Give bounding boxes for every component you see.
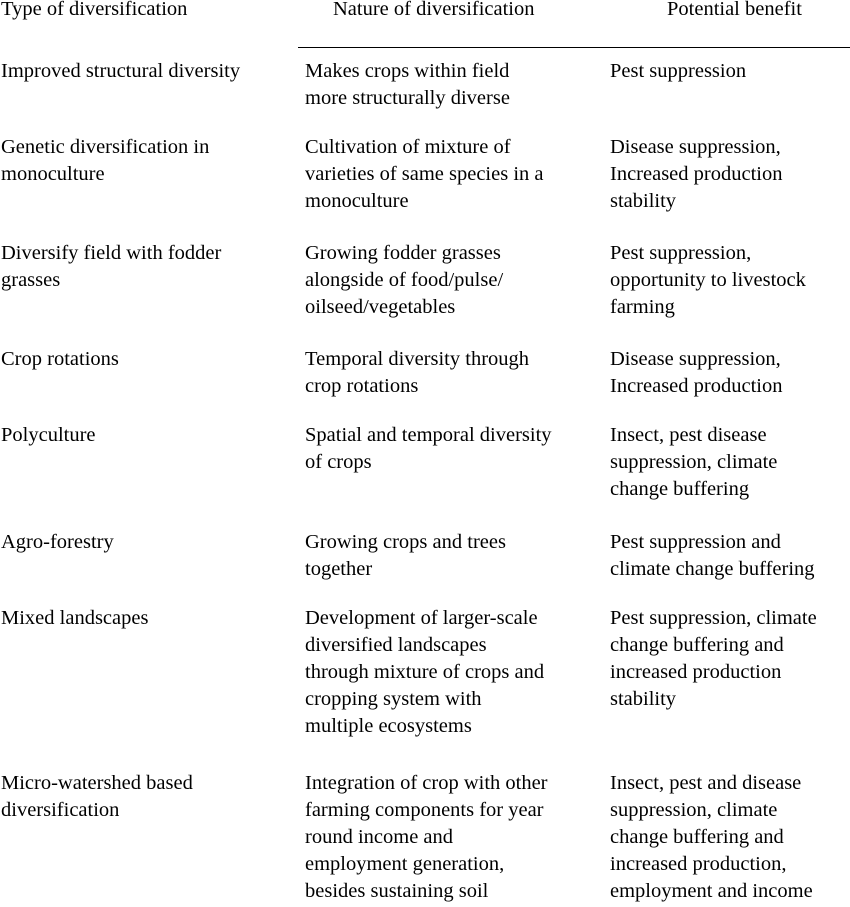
cell-type-line: Polyculture <box>1 424 96 446</box>
cell-nature-line: through mixture of crops and <box>305 661 545 683</box>
cell-nature <box>305 605 595 740</box>
cell-nature-line: Growing fodder grasses <box>305 242 501 264</box>
cell-benefit-line: Pest suppression, climate <box>610 607 817 629</box>
cell-benefit-line: Disease suppression, <box>610 136 781 158</box>
cell-nature <box>305 134 595 215</box>
cell-benefit-line: change buffering <box>610 478 750 500</box>
cell-nature-line: varieties of same species in a <box>305 163 544 185</box>
cell-benefit-line: Pest suppression, <box>610 242 752 264</box>
column-header-nature: Nature of diversification <box>333 0 535 20</box>
cell-nature-line: Spatial and temporal diversity <box>305 424 552 446</box>
cell-nature-line: diversified landscapes <box>305 634 487 656</box>
cell-nature-line: crop rotations <box>305 375 419 397</box>
cell-benefit-line: Increased production <box>610 375 783 397</box>
cell-nature-line: farming components for year <box>305 799 544 821</box>
cell-nature-line: Growing crops and trees <box>305 531 506 553</box>
cell-nature <box>305 240 595 321</box>
cell-benefit-line: stability <box>610 190 677 212</box>
cell-nature-line: round income and <box>305 826 454 848</box>
cell-type-line: Improved structural diversity <box>1 60 241 82</box>
cell-benefit-line: farming <box>610 296 675 318</box>
cell-benefit <box>610 529 850 583</box>
cell-benefit-line: stability <box>610 688 677 710</box>
column-header-benefit: Potential benefit <box>667 0 802 20</box>
cell-nature-line: Cultivation of mixture of <box>305 136 511 158</box>
cell-type-line: Genetic diversification in <box>1 136 210 158</box>
cell-benefit <box>610 134 850 215</box>
cell-benefit-line: Pest suppression <box>610 60 747 82</box>
cell-benefit-line: employment and income <box>610 880 813 902</box>
cell-benefit-line: Pest suppression and <box>610 531 781 553</box>
cell-nature-line: besides sustaining soil <box>305 880 489 902</box>
cell-nature <box>305 58 595 112</box>
cell-type <box>1 346 291 373</box>
cell-type-line: Micro-watershed based <box>1 772 193 794</box>
cell-type-line: Agro-forestry <box>1 531 114 553</box>
cell-benefit <box>610 422 850 503</box>
cell-benefit <box>610 605 850 713</box>
cell-nature-line: of crops <box>305 451 372 473</box>
cell-type-line: diversification <box>1 799 120 821</box>
cell-nature <box>305 529 595 583</box>
cell-benefit-line: Disease suppression, <box>610 348 781 370</box>
cell-type <box>1 605 291 632</box>
cell-nature-line: more structurally diverse <box>305 87 510 109</box>
cell-benefit <box>610 240 850 321</box>
cell-nature-line: monoculture <box>305 190 409 212</box>
cell-type-line: monoculture <box>1 163 105 185</box>
cell-type-line: Crop rotations <box>1 348 119 370</box>
cell-nature-line: cropping system with <box>305 688 482 710</box>
cell-benefit <box>610 770 850 905</box>
cell-type-line: grasses <box>1 269 61 291</box>
table-header-row <box>0 0 850 26</box>
cell-benefit <box>610 58 850 85</box>
cell-type-line: Diversify field with fodder <box>1 242 222 264</box>
cell-nature-line: Development of larger-scale <box>305 607 538 629</box>
cell-benefit-line: Insect, pest disease <box>610 424 767 446</box>
cell-nature-line: Makes crops within field <box>305 60 510 82</box>
cell-nature <box>305 770 595 905</box>
header-rule <box>298 47 850 48</box>
cell-nature-line: together <box>305 558 373 580</box>
cell-benefit <box>610 346 850 400</box>
cell-type <box>1 58 291 85</box>
cell-type <box>1 134 291 188</box>
cell-nature-line: Integration of crop with other <box>305 772 548 794</box>
column-header-type: Type of diversification <box>1 0 188 20</box>
cell-benefit-line: suppression, climate <box>610 799 778 821</box>
cell-benefit-line: change buffering and <box>610 826 784 848</box>
cell-nature-line: alongside of food/pulse/ <box>305 269 504 291</box>
cell-benefit-line: change buffering and <box>610 634 784 656</box>
cell-nature-line: Temporal diversity through <box>305 348 530 370</box>
cell-type <box>1 240 291 294</box>
cell-type <box>1 529 291 556</box>
cell-benefit-line: climate change buffering <box>610 558 815 580</box>
cell-type <box>1 770 291 824</box>
cell-nature <box>305 422 595 476</box>
cell-benefit-line: Insect, pest and disease <box>610 772 802 794</box>
cell-type <box>1 422 291 449</box>
cell-nature-line: employment generation, <box>305 853 505 875</box>
cell-benefit-line: increased production, <box>610 853 787 875</box>
cell-type-line: Mixed landscapes <box>1 607 149 629</box>
cell-benefit-line: suppression, climate <box>610 451 778 473</box>
cell-nature <box>305 346 595 400</box>
cell-benefit-line: Increased production <box>610 163 783 185</box>
cell-nature-line: oilseed/vegetables <box>305 296 456 318</box>
cell-benefit-line: opportunity to livestock <box>610 269 806 291</box>
cell-benefit-line: increased production <box>610 661 782 683</box>
cell-nature-line: multiple ecosystems <box>305 715 472 737</box>
